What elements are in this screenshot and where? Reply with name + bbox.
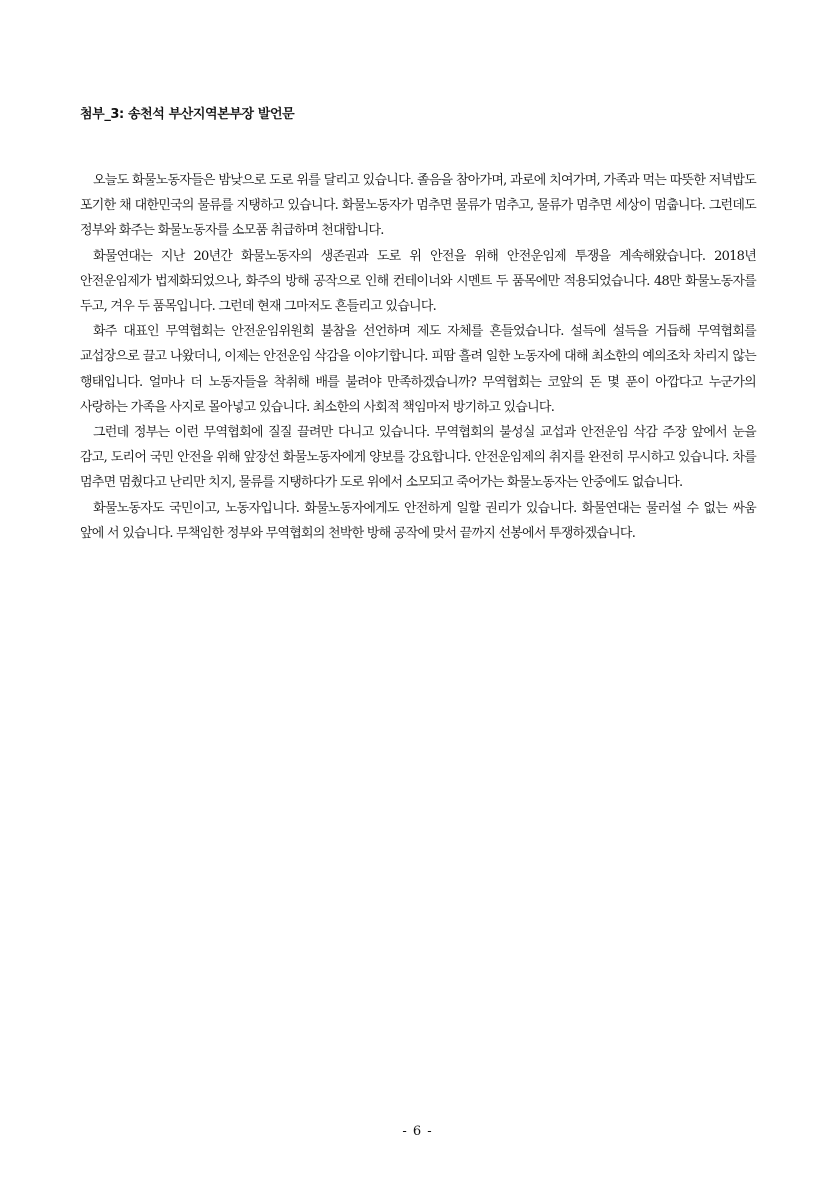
paragraph-5: 화물노동자도 국민이고, 노동자입니다. 화물노동자에게도 안전하게 일할 권리가 있습니다. 화물연대는 물러설 수 없는 싸움 앞에 서 있습니다. 무책임한 정부와 무역협회의 천박한 방해 공작에 맞서 끝까지 선봉에서 투쟁하겠습니다. <box>80 500 756 541</box>
page-number: - 6 - <box>402 1124 433 1139</box>
attachment-heading: 첨부_3: 송천석 부산지역본부장 발언문 <box>80 107 295 122</box>
paragraph-3: 화주 대표인 무역협회는 안전운임위원회 불참을 선언하며 제도 자체를 흔들었습니다. 설득에 설득을 거듭해 무역협회를 교섭장으로 끌고 나왔더니, 이제는 안전운임 삭감을 이야기합니다. 피땀 흘려 일한 노동자에 대해 최소한의 예의조차 차리지 않는 행태입니다. 얼마나 더 노동자들을 착취해 배를 불려야 만족하겠습니까? 무역협회는 코앞의 돈 몇 푼이 아깝다고 누군가의 사랑하는 가족을 사지로 몰아넣고 있습니다. 최소한의 사회적 책임마저 방기하고 있습니다. <box>80 324 756 415</box>
speech-body <box>80 168 756 546</box>
paragraph-2: 화물연대는 지난 20년간 화물노동자의 생존권과 도로 위 안전을 위해 안전운임제 투쟁을 계속해왔습니다. 2018년 안전운임제가 법제화되었으나, 화주의 방해 공작으로 인해 컨테이너와 시멘트 두 품목에만 적용되었습니다. 48만 화물노동자를 두고, 겨우 두 품목입니다. 그런데 현재 그마저도 흔들리고 있습니다. <box>80 248 756 315</box>
paragraph-4: 그런데 정부는 이런 무역협회에 질질 끌려만 다니고 있습니다. 무역협회의 불성실 교섭과 안전운임 삭감 주장 앞에서 눈을 감고, 도리어 국민 안전을 위해 앞장선 화물노동자에게 양보를 강요합니다. 안전운임제의 취지를 완전히 무시하고 있습니다. 차를 멈추면 멈췄다고 난리만 치지, 물류를 지탱하다가 도로 위에서 소모되고 죽어가는 화물노동자는 안중에도 없습니다. <box>80 425 756 491</box>
paragraph-1: 오늘도 화물노동자들은 밤낮으로 도로 위를 달리고 있습니다. 졸음을 참아가며, 과로에 치여가며, 가족과 먹는 따뜻한 저녁밥도 포기한 채 대한민국의 물류를 지탱하고 있습니다. 화물노동자가 멈추면 물류가 멈추고, 물류가 멈추면 세상이 멈춥니다. 그런데도 정부와 화주는 화물노동자를 소모품 취급하며 천대합니다. <box>80 173 756 239</box>
